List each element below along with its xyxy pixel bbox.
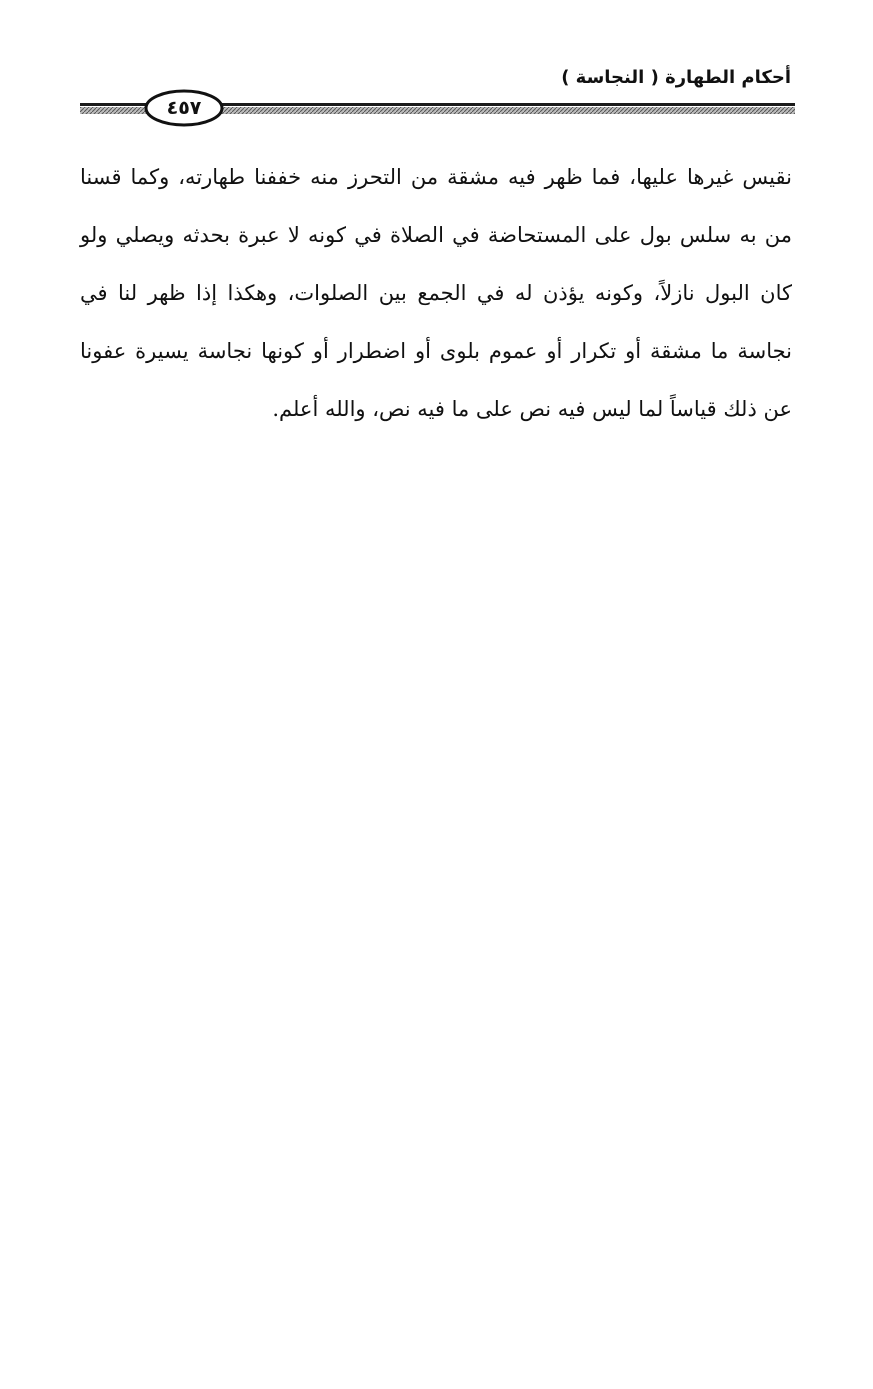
page-header xyxy=(80,60,795,130)
running-title: أحكام الطهارة ( النجاسة ) xyxy=(561,67,791,88)
body-text xyxy=(80,148,792,438)
body-paragraph: نقيس غيرها عليها، فما ظهر فيه مشقة من التحرز منه خففنا طهارته، وكما قسنا من به سلس بول على المستحاضة في الصلاة في كونه لا عبرة بحدثه ويصلي ولو كان البول نازلاً، وكونه يؤذن له في الجمع بين الصلوات، وهكذا إذا ظهر لنا في نجاسة ما مشقة أو تكرار أو عموم بلوى أو اضطرار أو كونها نجاسة يسيرة عفونا عن ذلك قياساً لما ليس فيه نص على ما فيه نص، والله أعلم. xyxy=(80,165,792,421)
page-number: ٤٥٧ xyxy=(166,97,202,119)
